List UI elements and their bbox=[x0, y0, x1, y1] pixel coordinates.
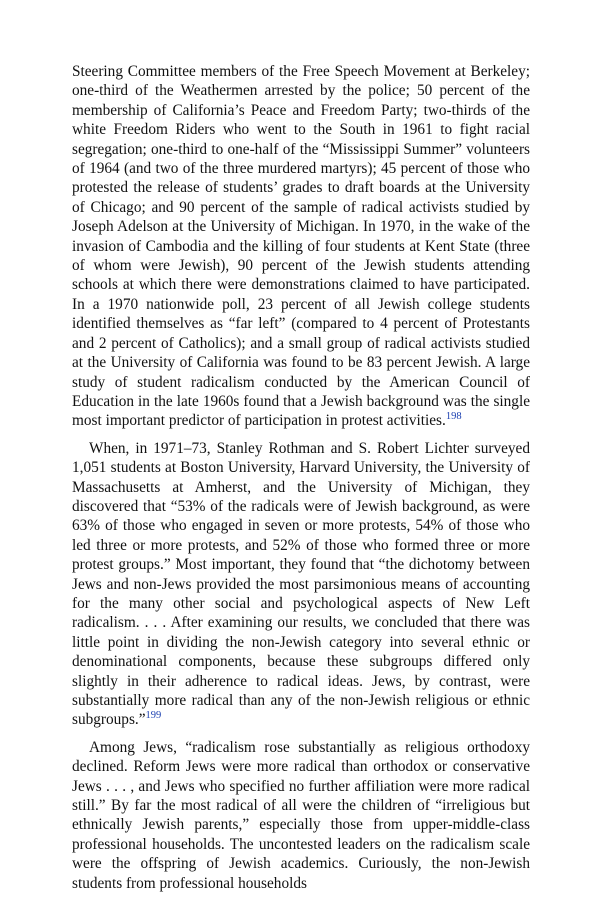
book-page bbox=[72, 62, 530, 901]
paragraph-text: Steering Committee members of the Free Speech Movement at Berkeley; one-third of the Weathermen arrested by the police; 50 percent of the membership of California’s Peace and Freedom Party; two-thirds of the white Freedom Riders who went to the South in 1961 to fight racial segregation; one-third to one-half of the “Mississippi Summer” volunteers of 1964 (and two of the three murdered martyrs); 45 percent of those who protested the release of students’ grades to draft boards at the University of Chicago; and 90 percent of the sample of radical activists studied by Joseph Adelson at the University of Michigan. In 1970, in the wake of the invasion of Cambodia and the killing of four students at Kent State (three of whom were Jewish), 90 percent of the Jewish students attending schools at which there were demonstrations claimed to have participated. In a 1970 nationwide poll, 23 percent of all Jewish college students identified themselves as “far left” (compared to 4 percent of Protestants and 2 percent of Catholics); and a small group of radical activists studied at the University of California was found to be 83 percent Jewish. A large study of student radicalism conducted by the American Council of Education in the late 1960s found that a Jewish background was the single most important predictor of participation in protest activities. bbox=[72, 63, 530, 430]
paragraph bbox=[72, 439, 530, 730]
paragraph-text: When, in 1971–73, Stanley Rothman and S. Robert Lichter surveyed 1,051 students at Boston University, Harvard University, the University of Massachusetts at Amherst, and the University of Michigan, they discovered that “53% of the radicals were of Jewish background, as were 63% of those who engaged in seven or more protests, 54% of those who led three or more protests, and 52% of those who formed three or more protest groups.” Most important, they found that “the dichotomy between Jews and non-Jews provided the most parsimonious means of accounting for the many other social and psychological aspects of New Left radicalism. . . . After examining our results, we concluded that there was little point in dividing the non-Jewish category into several ethnic or denominational components, because these subgroups differed only slightly in their adherence to radical ideas. Jews, by contrast, were substantially more radical than any of the non-Jewish religious or ethnic subgroups.” bbox=[72, 439, 530, 729]
footnote-link[interactable]: 199 bbox=[145, 710, 162, 722]
paragraph bbox=[72, 738, 530, 893]
paragraph bbox=[72, 62, 530, 431]
paragraph-text: Among Jews, “radicalism rose substantially as religious orthodoxy declined. Reform Jews were more radical than orthodox or conservative Jews . . . , and Jews who specified no further affiliation were more radical still.” By far the most radical of all were the children of “irreligious but ethnically Jewish parents,” especially those from upper-middle-class professional households. The uncontested leaders on the radicalism scale were the offspring of Jewish academics. Curiously, the non-Jewish students from professional households bbox=[72, 738, 530, 892]
footnote-link[interactable]: 198 bbox=[445, 411, 462, 423]
